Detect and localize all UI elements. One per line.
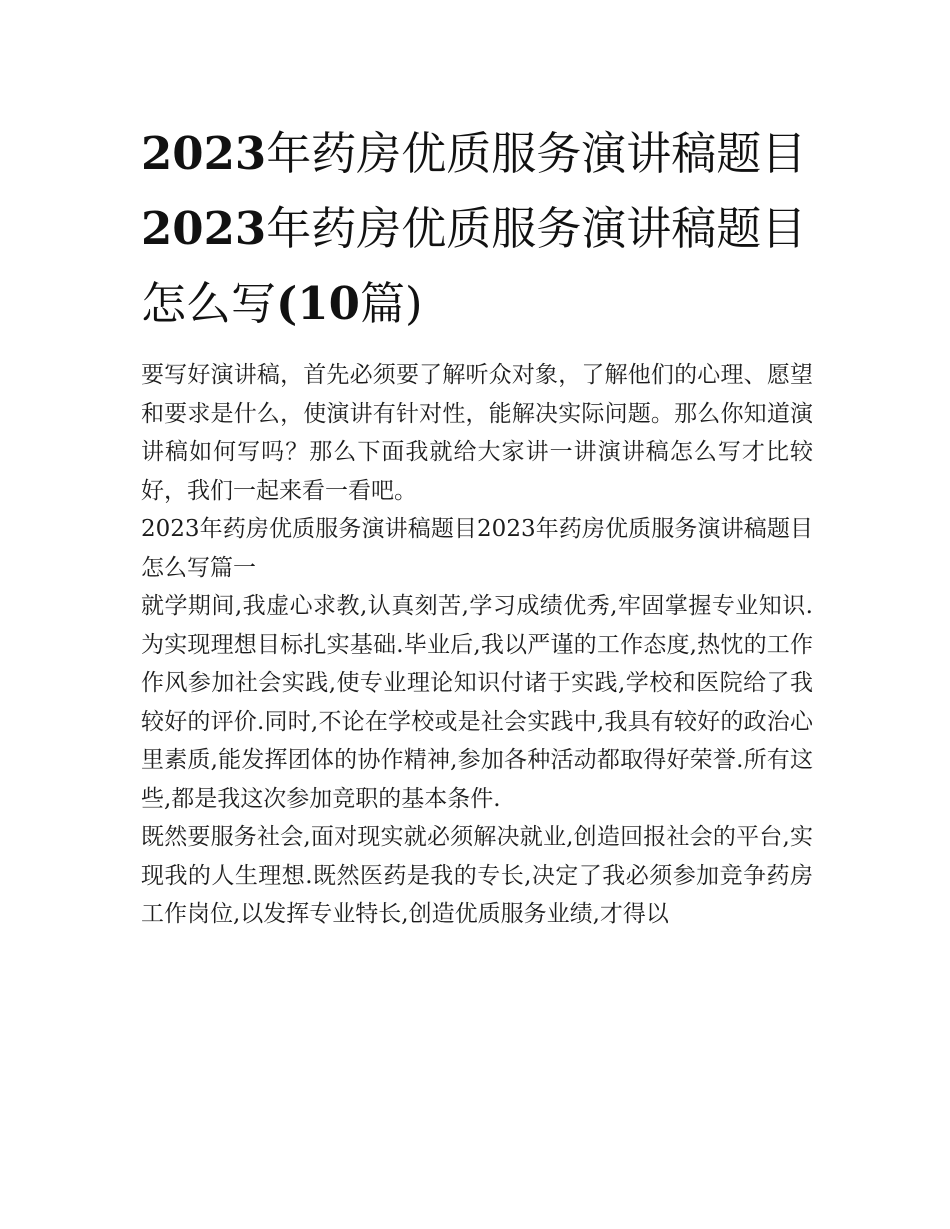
intro-paragraph: 要写好演讲稿，首先必须要了解听众对象，了解他们的心理、愿望和要求是什么，使演讲有针对性，能解决实际问题。那么你知道演讲稿如何写吗？那么下面我就给大家讲一讲演讲稿怎么写才比较好，我们一起来看一看吧。	[141, 362, 813, 504]
section-heading: 2023年药房优质服务演讲稿题目2023年药房优质服务演讲稿题目怎么写篇一	[141, 516, 813, 581]
title-year-1: 2023	[141, 127, 267, 180]
document-body	[141, 356, 813, 934]
document-page	[141, 116, 813, 934]
title-count-suffix: 篇)	[359, 277, 423, 330]
document-title	[141, 116, 813, 341]
title-count: (10	[276, 277, 360, 330]
title-text-2: 年药房优质服务演讲稿题目怎么写	[141, 202, 807, 330]
body-paragraph-1: 就学期间,我虚心求教,认真刻苦,学习成绩优秀,牢固掌握专业知识.为实现理想目标扎实基础.毕业后,我以严谨的工作态度,热忱的工作作风参加社会实践,使专业理论知识付诸于实践,学校和医院给了我较好的评价.同时,不论在学校或是社会实践中,我具有较好的政治心里素质,能发挥团体的协作精神,参加各种活动都取得好荣誉.所有这些,都是我这次参加竞职的基本条件.	[141, 593, 813, 812]
body-paragraph-2: 既然要服务社会,面对现实就必须解决就业,创造回报社会的平台,实现我的人生理想.既然医药是我的专长,决定了我必须参加竞争药房工作岗位,以发挥专业特长,创造优质服务业绩,才得以	[141, 824, 813, 927]
title-text-1: 年药房优质服务演讲稿题目	[266, 127, 807, 180]
title-year-2: 2023	[141, 202, 267, 255]
